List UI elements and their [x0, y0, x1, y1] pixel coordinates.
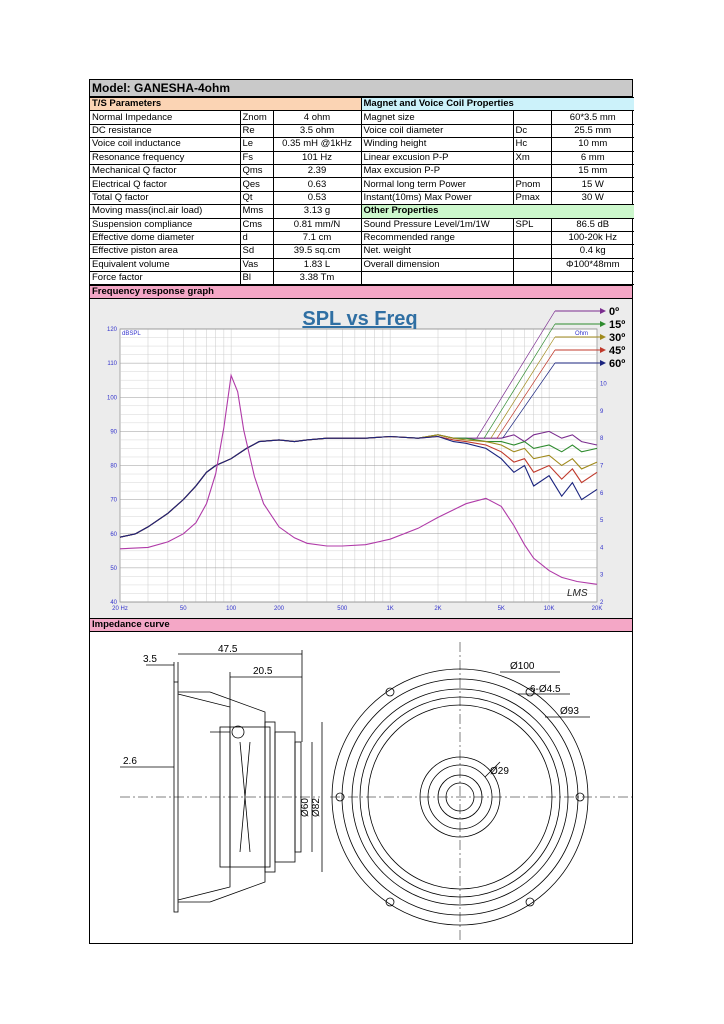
param-row: [90, 258, 634, 271]
param-cell: 1.83 L: [273, 258, 361, 271]
param-cell: 0.63: [273, 178, 361, 191]
y-tick-label: 60: [110, 532, 117, 539]
impedance-section-header: Impedance curve: [90, 618, 632, 632]
param-cell: Overall dimension: [361, 258, 513, 271]
param-cell: Mechanical Q factor: [90, 164, 240, 177]
y-tick-label: 70: [110, 498, 117, 505]
x-tick-label: 2K: [434, 606, 442, 613]
param-cell: [513, 231, 551, 244]
dim-hole-circle: Ø93: [560, 706, 579, 718]
parameters-table: [90, 97, 634, 285]
param-row: [90, 191, 634, 204]
param-cell: 2.39: [273, 164, 361, 177]
speaker-dimension-drawing: [90, 632, 632, 942]
param-cell: 0.4 kg: [551, 245, 634, 258]
param-cell: [551, 272, 634, 285]
y-tick-label: 120: [106, 327, 117, 334]
param-cell: Qms: [240, 164, 273, 177]
param-cell: Effective dome diameter: [90, 231, 240, 244]
param-cell: Φ100*48mm: [551, 258, 634, 271]
param-cell: [513, 245, 551, 258]
param-cell: Normal long term Power: [361, 178, 513, 191]
legend-label: 30º: [609, 332, 626, 345]
dim-magnet-dia: Ø60: [300, 798, 311, 818]
param-cell: 7.1 cm: [273, 231, 361, 244]
param-cell: 39.5 sq.cm: [273, 245, 361, 258]
param-cell: DC resistance: [90, 124, 240, 137]
param-cell: Voice coil diameter: [361, 124, 513, 137]
param-row: [90, 98, 634, 111]
param-cell: Vas: [240, 258, 273, 271]
param-cell: 30 W: [551, 191, 634, 204]
param-cell: Xm: [513, 151, 551, 164]
param-row: [90, 151, 634, 164]
magnet-header: Magnet and Voice Coil Properties: [361, 98, 634, 111]
legend-label: 45º: [609, 345, 626, 358]
y2-tick-label: 5: [600, 518, 604, 525]
param-cell: [513, 111, 551, 124]
datasheet: [89, 79, 633, 944]
param-row: [90, 231, 634, 244]
param-cell: 4 ohm: [273, 111, 361, 124]
param-cell: Pmax: [513, 191, 551, 204]
x-tick-label: 50: [179, 606, 187, 613]
x-tick-label: 100: [226, 606, 237, 613]
param-cell: d: [240, 231, 273, 244]
param-row: [90, 124, 634, 137]
x-tick-label: 1K: [386, 606, 394, 613]
param-cell: Bl: [240, 272, 273, 285]
x-tick-label: 200: [273, 606, 285, 613]
param-cell: 15 mm: [551, 164, 634, 177]
spl-vs-freq-chart: [90, 299, 632, 618]
param-row: [90, 164, 634, 177]
y2-tick-label: 8: [600, 436, 604, 443]
dim-offset: 2.6: [123, 756, 137, 768]
y-tick-label: 110: [107, 361, 117, 368]
param-cell: 0.81 mm/N: [273, 218, 361, 231]
y2-tick-label: 3: [600, 573, 604, 580]
param-cell: Le: [240, 138, 273, 151]
param-cell: 6 mm: [551, 151, 634, 164]
dim-magnet-depth: 20.5: [253, 666, 273, 678]
legend-label: 15º: [609, 319, 626, 332]
side-basket: [178, 694, 230, 900]
y2-tick-label: 4: [600, 545, 604, 552]
param-cell: [513, 164, 551, 177]
param-cell: Total Q factor: [90, 191, 240, 204]
param-cell: Sd: [240, 245, 273, 258]
param-cell: Sound Pressure Level/1m/1W: [361, 218, 513, 231]
dim-dustcap: Ø29: [490, 766, 509, 778]
param-row: [90, 111, 634, 124]
param-cell: Magnet size: [361, 111, 513, 124]
param-cell: Voice coil inductance: [90, 138, 240, 151]
param-cell: 3.13 g: [273, 205, 361, 218]
param-cell: Fs: [240, 151, 273, 164]
chart-title: SPL vs Freq: [302, 308, 418, 331]
ts-header: T/S Parameters: [90, 98, 361, 111]
param-cell: Qes: [240, 178, 273, 191]
x-tick-label: 10K: [543, 606, 555, 613]
param-cell: SPL: [513, 218, 551, 231]
param-cell: Suspension compliance: [90, 218, 240, 231]
param-row: [90, 138, 634, 151]
param-cell: 3.38 Tm: [273, 272, 361, 285]
y2-tick-label: 2: [600, 600, 604, 607]
param-cell: [361, 272, 513, 285]
param-cell: 3.5 ohm: [273, 124, 361, 137]
freq-section-header: Frequency response graph: [90, 285, 632, 299]
param-cell: 0.35 mH @1kHz: [273, 138, 361, 151]
dim-outer-dia: Ø100: [510, 661, 535, 673]
y2-tick-label: 9: [600, 409, 604, 416]
param-cell: Qt: [240, 191, 273, 204]
y-axis-label: dBSPL: [122, 331, 141, 338]
y-tick-label: 80: [110, 463, 117, 470]
param-cell: Re: [240, 124, 273, 137]
dim-plate-dia: Ø82: [311, 798, 322, 818]
y-tick-label: 100: [106, 395, 117, 402]
param-cell: Znom: [240, 111, 273, 124]
param-row: [90, 178, 634, 191]
param-cell: 0.53: [273, 191, 361, 204]
spl-chart-area: [90, 299, 632, 618]
y-tick-label: 40: [110, 600, 117, 607]
speaker-drawing-area: [90, 632, 632, 942]
param-cell: 60*3.5 mm: [551, 111, 634, 124]
x-tick-label: 5K: [497, 606, 505, 613]
param-row: [90, 218, 634, 231]
x-tick-label: 500: [337, 606, 348, 613]
param-cell: Max excusion P-P: [361, 164, 513, 177]
param-cell: 15 W: [551, 178, 634, 191]
param-cell: Mms: [240, 205, 273, 218]
param-cell: Pnom: [513, 178, 551, 191]
param-cell: Equivalent volume: [90, 258, 240, 271]
param-cell: Linear excusion P-P: [361, 151, 513, 164]
legend-label: 0º: [609, 306, 620, 319]
y-tick-label: 50: [110, 566, 117, 573]
model-title: Model: GANESHA-4ohm: [90, 80, 632, 97]
param-cell: [513, 258, 551, 271]
param-cell: Resonance frequency: [90, 151, 240, 164]
other-header: Other Properties: [361, 205, 634, 218]
legend-label: 60º: [609, 358, 626, 371]
y2-tick-label: 7: [600, 463, 604, 470]
dim-depth: 47.5: [218, 644, 238, 656]
lms-watermark: LMS: [567, 588, 588, 600]
param-cell: Cms: [240, 218, 273, 231]
param-cell: Effective piston area: [90, 245, 240, 258]
param-cell: Normal Impedance: [90, 111, 240, 124]
side-terminal: [232, 726, 244, 738]
param-cell: [513, 272, 551, 285]
param-cell: Force factor: [90, 272, 240, 285]
param-cell: 25.5 mm: [551, 124, 634, 137]
param-cell: Instant(10ms) Max Power: [361, 191, 513, 204]
dim-flange: 3.5: [143, 654, 157, 666]
param-cell: 101 Hz: [273, 151, 361, 164]
param-cell: Electrical Q factor: [90, 178, 240, 191]
param-cell: Recommended range: [361, 231, 513, 244]
y-tick-label: 90: [110, 429, 117, 436]
param-row: [90, 245, 634, 258]
param-cell: Moving mass(incl.air load): [90, 205, 240, 218]
param-cell: 86.5 dB: [551, 218, 634, 231]
param-cell: 100-20k Hz: [551, 231, 634, 244]
y2-tick-label: 6: [600, 491, 604, 498]
x-tick-label: 20K: [591, 606, 603, 613]
param-cell: 10 mm: [551, 138, 634, 151]
y2-tick-label: 10: [600, 382, 607, 389]
param-cell: Net. weight: [361, 245, 513, 258]
dim-holes: 6-Ø4.5: [530, 684, 561, 696]
param-row: [90, 205, 634, 218]
param-cell: Hc: [513, 138, 551, 151]
x-tick-label: 20 Hz: [112, 606, 128, 613]
param-cell: Winding height: [361, 138, 513, 151]
param-row: [90, 272, 634, 285]
param-cell: Dc: [513, 124, 551, 137]
y2-axis-label: Ohm: [575, 331, 589, 338]
